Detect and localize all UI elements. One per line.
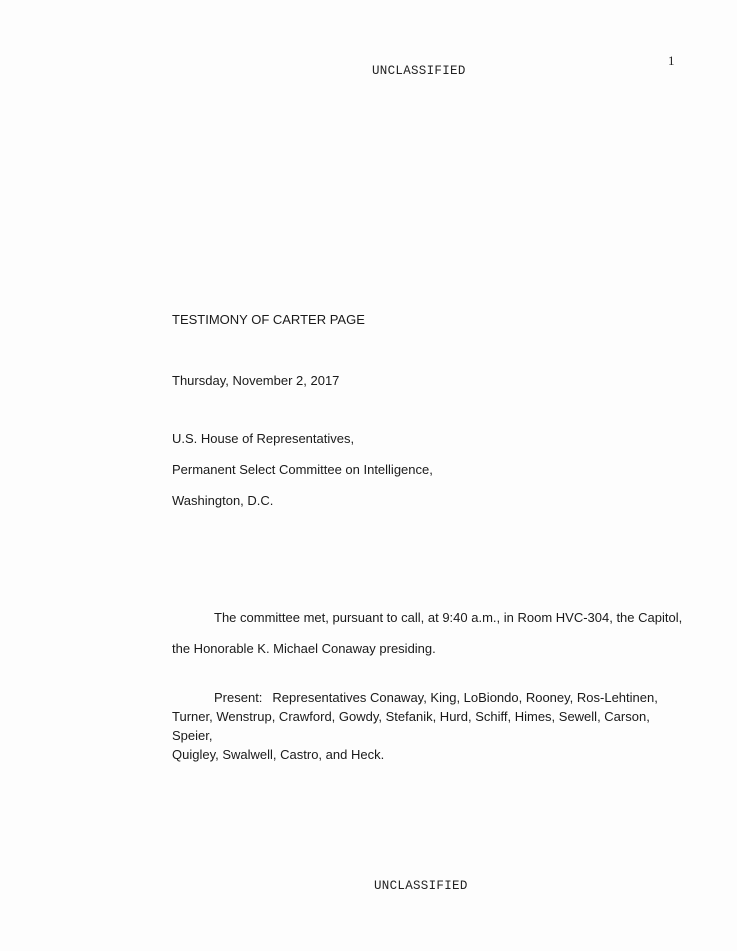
page-number: 1 <box>668 53 675 68</box>
hearing-date: Thursday, November 2, 2017 <box>172 373 340 388</box>
attendance-line: Turner, Wenstrup, Crawford, Gowdy, Stefanik, Hurd, Schiff, Himes, Sewell, Carson, Speier, <box>172 709 650 743</box>
proceedings-line: the Honorable K. Michael Conaway presiding. <box>172 641 436 656</box>
attendance-paragraph <box>172 688 692 764</box>
location-line: Permanent Select Committee on Intelligence, <box>172 462 433 477</box>
document-title: TESTIMONY OF CARTER PAGE <box>172 312 365 327</box>
present-label: Present: <box>214 690 263 705</box>
location-line: U.S. House of Representatives, <box>172 431 355 446</box>
classification-header: UNCLASSIFIED <box>372 64 466 78</box>
location-line: Washington, D.C. <box>172 493 274 508</box>
proceedings-line: The committee met, pursuant to call, at 9:40 a.m., in Room HVC-304, the Capitol, <box>214 610 683 625</box>
classification-footer: UNCLASSIFIED <box>374 879 468 893</box>
attendance-line <box>172 688 692 707</box>
attendance-line: Quigley, Swalwell, Castro, and Heck. <box>172 747 385 762</box>
attendance-text: Representatives Conaway, King, LoBiondo, Rooney, Ros-Lehtinen, <box>272 690 658 705</box>
